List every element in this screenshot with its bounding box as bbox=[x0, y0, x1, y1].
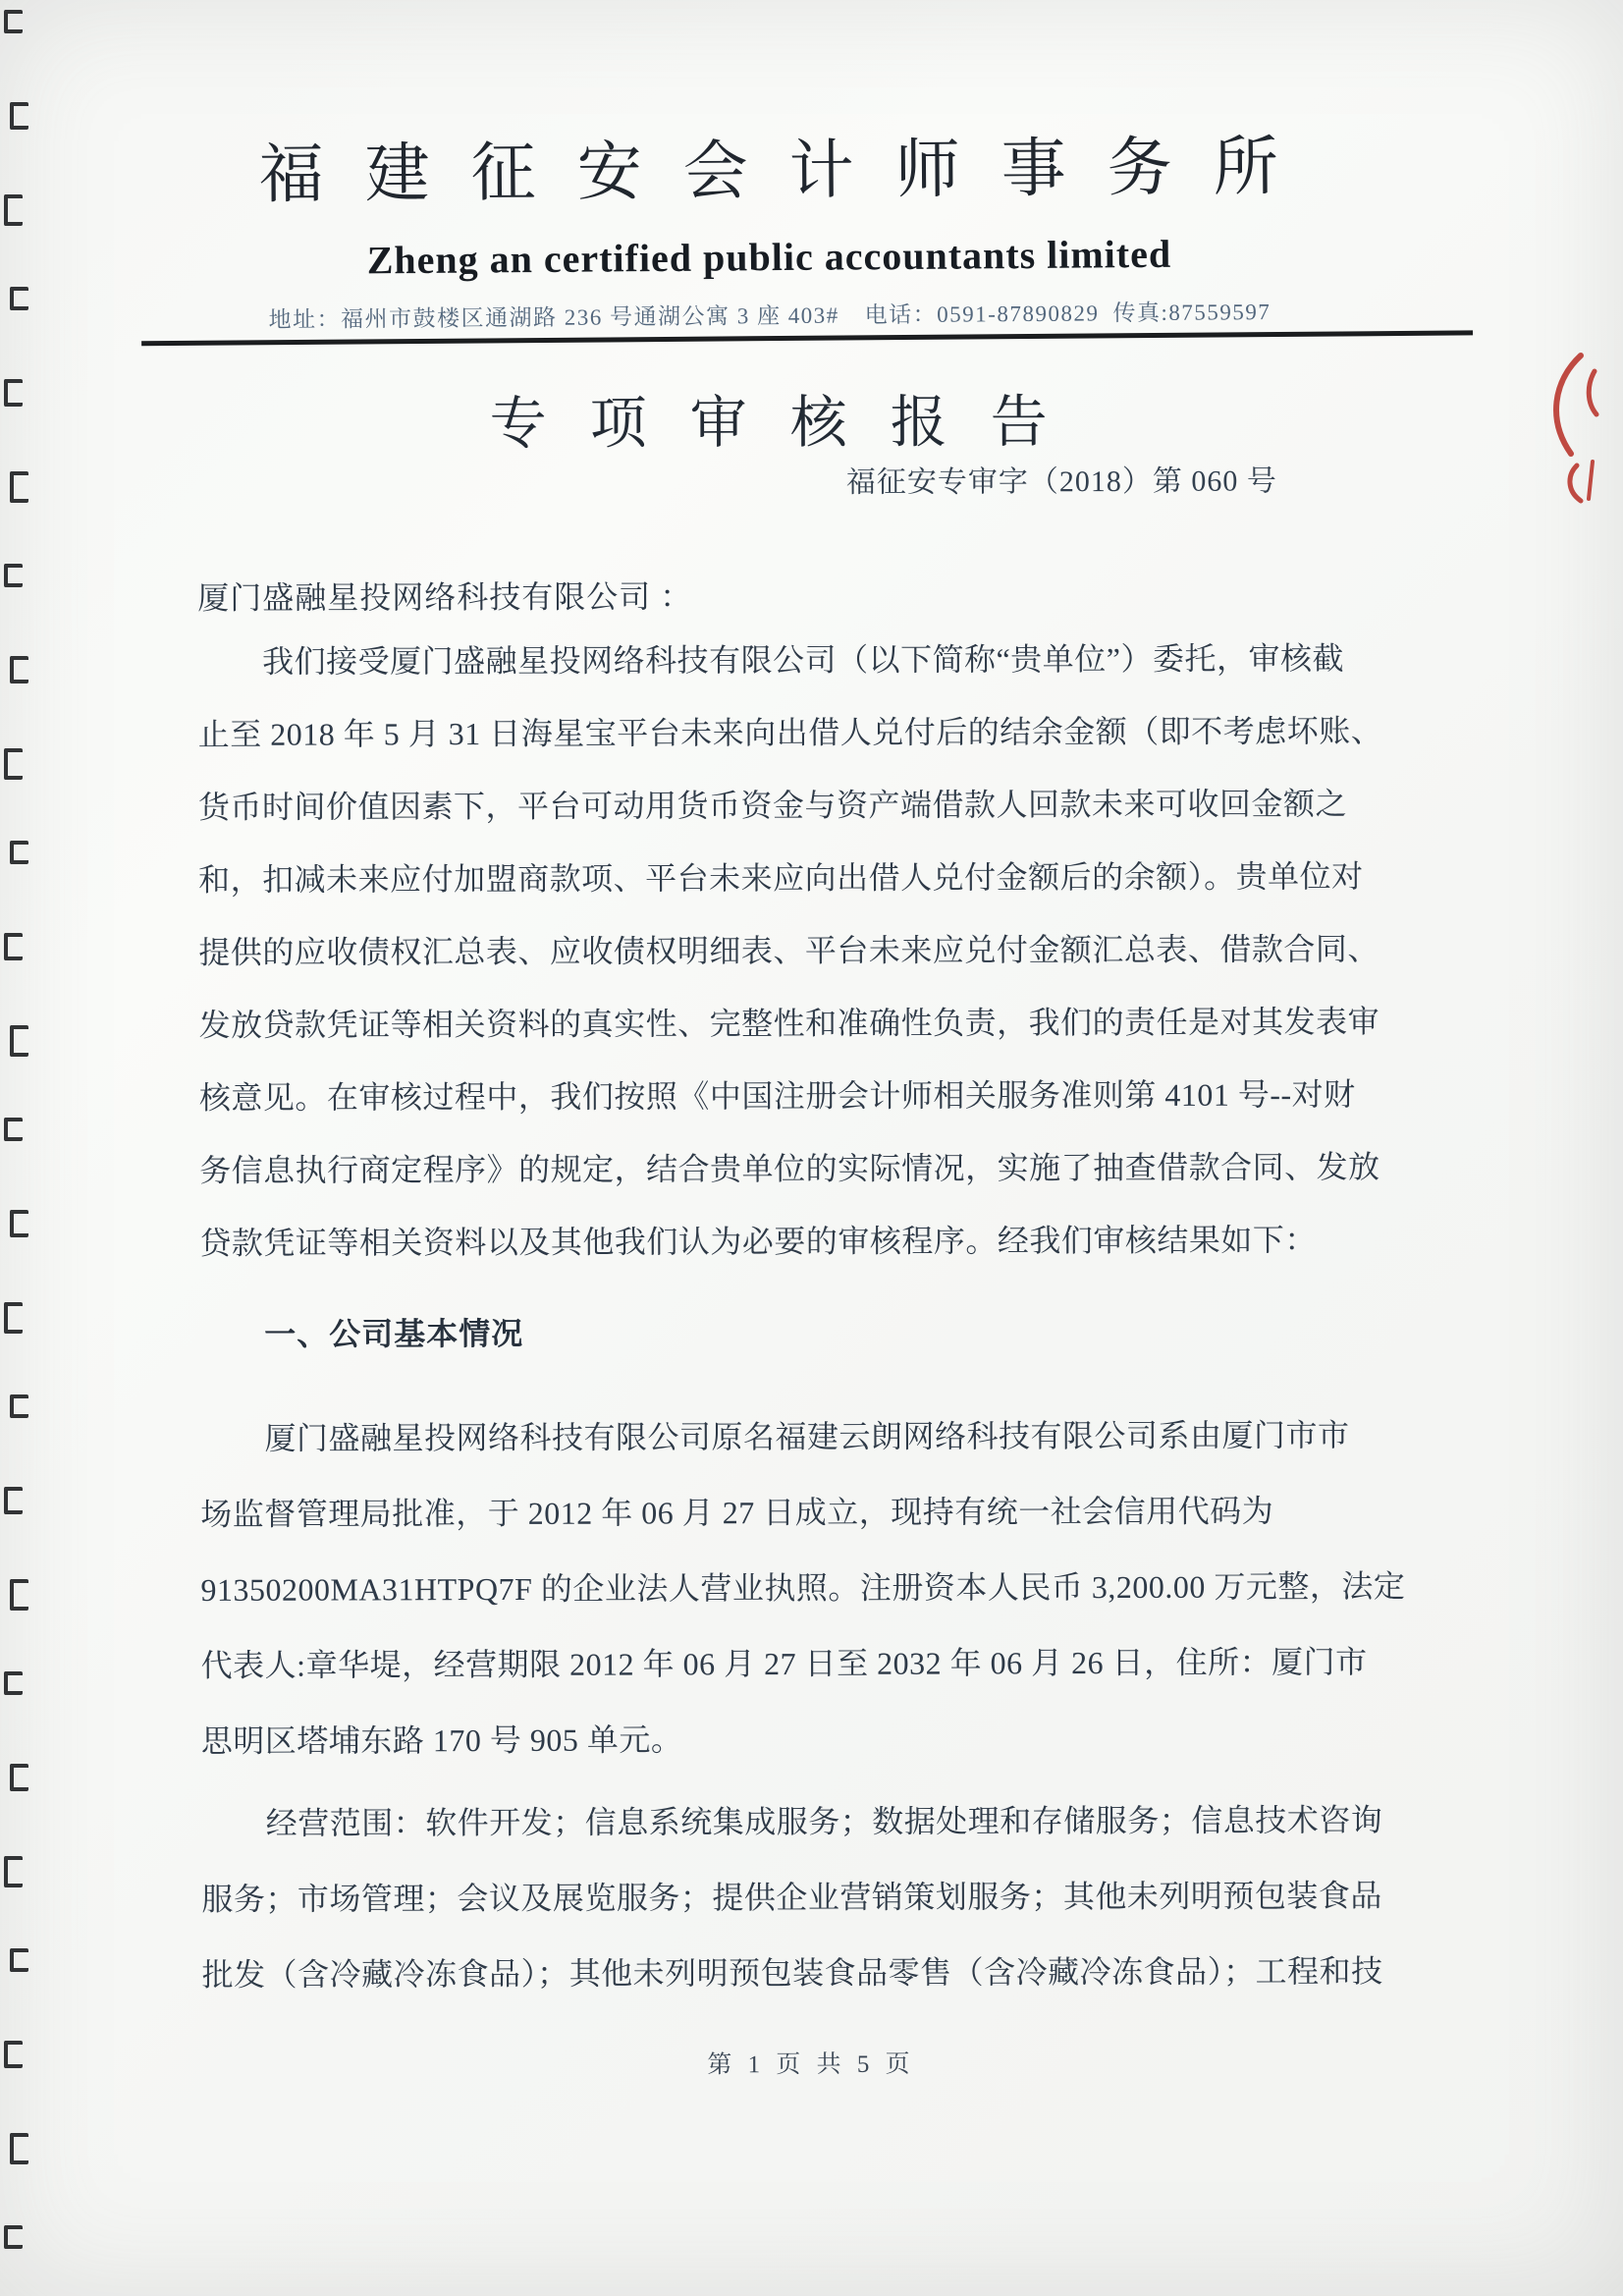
phone-value: 0591-87890829 bbox=[937, 301, 1100, 327]
text-line: 思明区塔埔东路 170 号 905 单元。 bbox=[200, 1722, 683, 1759]
letterhead bbox=[0, 0, 1538, 333]
text-line: 提供的应收债权汇总表、应收债权明细表、平台未来应兑付金额汇总表、借款合同、 bbox=[198, 931, 1380, 970]
text-line: 贷款凭证等相关资料以及其他我们认为必要的审核程序。经我们审核结果如下： bbox=[199, 1222, 1317, 1261]
address-label: 地址： bbox=[268, 306, 342, 333]
text-line: 91350200MA31HTPQ7F 的企业法人营业执照。注册资本人民币 3,200.00 万元整，法定 bbox=[200, 1568, 1406, 1608]
addressee-line: 厦门盛融星投网络科技有限公司 ： bbox=[197, 578, 693, 616]
address-value: 福州市鼓楼区通湖路 236 号通湖公寓 3 座 403# bbox=[340, 302, 839, 332]
page-number: 第 1 页 共 5 页 bbox=[707, 2050, 915, 2079]
red-ink-annotation bbox=[1538, 352, 1610, 509]
text-line: 服务；市场管理；会议及展览服务；提供企业营销策划服务；其他未列明预包装食品 bbox=[201, 1878, 1382, 1917]
text-line: 发放贷款凭证等相关资料的真实性、完整性和准确性负责，我们的责任是对其发表审 bbox=[198, 1004, 1380, 1043]
paragraph-company-info bbox=[200, 1397, 1424, 1779]
text-line: 和，扣减未来应付加盟商款项、平台未来应向出借人兑付金额后的余额）。贵单位对 bbox=[198, 858, 1364, 898]
text-line: 批发（含冷藏冷冻食品）；其他未列明预包装食品零售（含冷藏冷冻食品）；工程和技 bbox=[201, 1953, 1383, 1993]
text-line: 务信息执行商定程序》的规定，结合贵单位的实际情况，实施了抽查借款合同、发放 bbox=[199, 1149, 1380, 1188]
firm-name-cn: 福建征安会计师事务所 bbox=[258, 131, 1321, 212]
text-line: 止至 2018 年 5 月 31 日海星宝平台未来向出借人兑付后的结余金额（即不考虑坏账、 bbox=[197, 713, 1383, 752]
text-line: 核意见。在审核过程中，我们按照《中国注册会计师相关服务准则第 4101 号--对财 bbox=[198, 1076, 1356, 1116]
text-line: 代表人:章华堤，经营期限 2012 年 06 月 27 日至 2032 年 06 月 26 日，住所：厦门市 bbox=[200, 1644, 1368, 1683]
text-line: 场监督管理局批准，于 2012 年 06 月 27 日成立，现持有统一社会信用代码为 bbox=[200, 1493, 1274, 1532]
text-line: 厦门盛融星投网络科技有限公司原名福建云朗网络科技有限公司系由厦门市市 bbox=[264, 1417, 1350, 1456]
text-line: 货币时间价值因素下，平台可动用货币资金与资产端借款人回款未来可收回金额之 bbox=[197, 786, 1347, 825]
text-line: 我们接受厦门盛融星投网络科技有限公司（以下简称“贵单位”）委托，审核截 bbox=[261, 640, 1345, 680]
phone-label: 电话： bbox=[864, 301, 938, 328]
section-heading-company-basics: 一、公司基本情况 bbox=[264, 1315, 524, 1352]
firm-name-en: Zheng an certified public accountants limited bbox=[366, 231, 1172, 283]
paragraph-business-scope bbox=[201, 1782, 1425, 2013]
paragraph-engagement bbox=[197, 622, 1422, 1280]
fax-value: 87559597 bbox=[1168, 300, 1271, 325]
report-title: 专项审核报告 bbox=[489, 390, 1091, 457]
fax-label: 传真: bbox=[1112, 300, 1169, 326]
reference-number: 福征安专审字（2018）第 060 号 bbox=[845, 465, 1277, 499]
text-line: 经营范围：软件开发；信息系统集成服务；数据处理和存储服务；信息技术咨询 bbox=[265, 1802, 1383, 1841]
letterhead-contact-line bbox=[0, 292, 1541, 337]
